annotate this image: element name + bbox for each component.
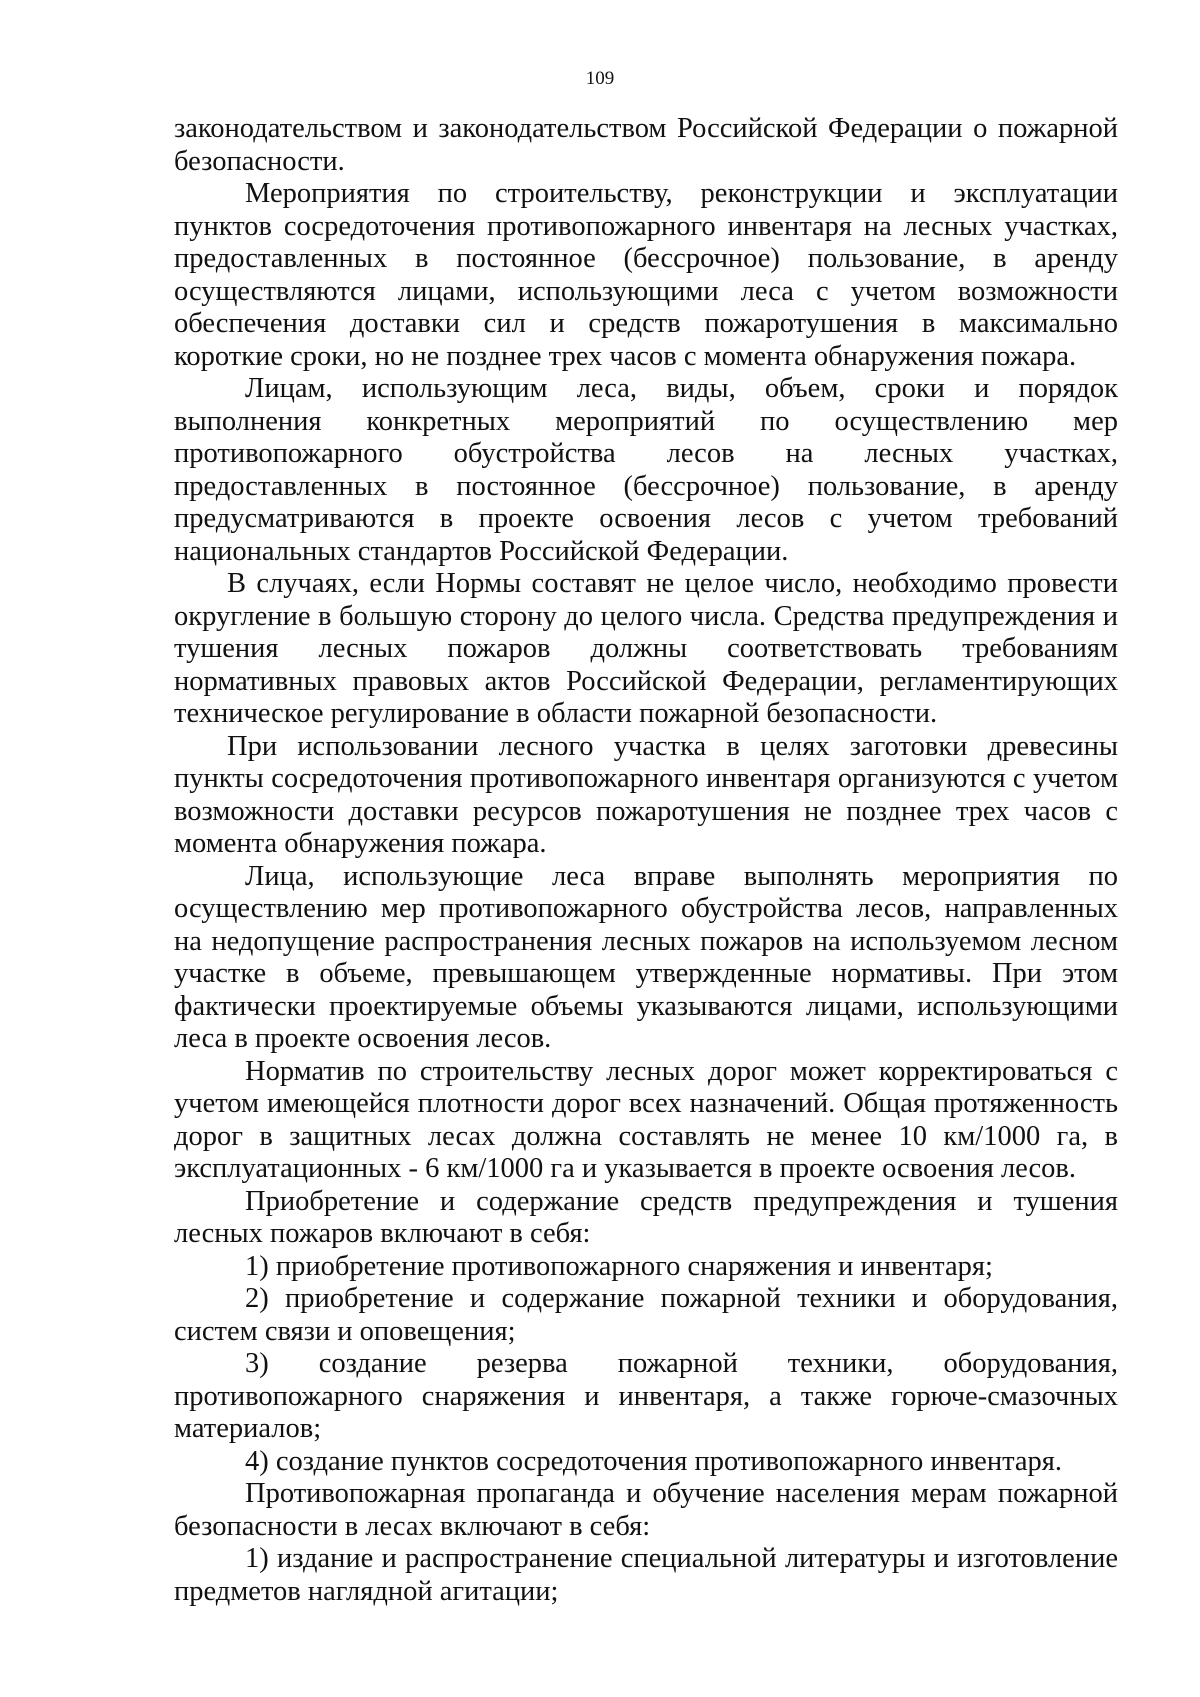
paragraph-exceeding-norms: Лица, использующие леса вправе выполнять мероприятия по осуществлению мер противопожарного обустройства лесов, направленных на недопущение распространения лесных пожаров на используемом лесном участке в объеме, превышающем утвержденные нормативы. При этом фактически проектируемые объемы указываются лицами, использующими леса в проекте освоения лесов. [174,860,1118,1054]
list-item-2: 2) приобретение и содержание пожарной техники и оборудования, систем связи и оповещения; [174,1283,1118,1347]
paragraph-events-construction: Мероприятия по строительству, реконструкции и эксплуатации пунктов сосредоточения противопожарного инвентаря на лесных участках, предоставленных в постоянное (бессрочное) пользование, в аренду осуществляются лицами, использующими леса с учетом возможности обеспечения доставки сил и средств пожаротушения в максимально короткие сроки, но не позднее трех часов с момента обнаружения пожара. [174,178,1118,372]
document-body [174,113,1118,1608]
paragraph-timber-harvesting: При использовании лесного участка в целях заготовки древесины пункты сосредоточения противопожарного инвентаря организуются с учетом возможности доставки ресурсов пожаротушения не позднее трех часов с момента обнаружения пожара. [174,730,1118,859]
paragraph-continuation: законодательством и законодательством Российской Федерации о пожарной безопасности. [174,113,1118,177]
list-item-4: 4) создание пунктов сосредоточения противопожарного инвентаря. [245,1445,1063,1477]
paragraph-forest-roads: Норматив по строительству лесных дорог может корректироваться с учетом имеющейся плотности дорог всех назначений. Общая протяженность дорог в защитных лесах должна составлять не менее 10 км/1000 га, в эксплуатационных - 6 км/1000 га и указывается в проекте освоения лесов. [174,1055,1118,1184]
page-number: 109 [585,68,615,89]
paragraph-rounding-norms: В случаях, если Нормы составят не целое число, необходимо провести округление в большую сторону до целого числа. Средства предупреждения и тушения лесных пожаров должны соответствовать требованиям нормативных правовых актов Российской Федерации, регламентирующих техническое регулирование в области пожарной безопасности. [174,568,1118,729]
paragraph-forest-users: Лицам, использующим леса, виды, объем, сроки и порядок выполнения конкретных мероприятий по осуществлению мер противопожарного обустройства лесов на лесных участках, предоставленных в постоянное (бессрочное) пользование, в аренду предусматриваются в проекте освоения лесов с учетом требований национальных стандартов Российской Федерации. [174,373,1118,567]
paragraph-acquisition-intro: Приобретение и содержание средств предупреждения и тушения лесных пожаров включают в себя: [174,1185,1118,1249]
paragraph-propaganda-intro: Противопожарная пропаганда и обучение населения мерам пожарной безопасности в лесах включают в себя: [174,1478,1118,1542]
list-item-propaganda-1: 1) издание и распространение специальной литературы и изготовление предметов наглядной агитации; [174,1543,1118,1607]
list-item-1: 1) приобретение противопожарного снаряжения и инвентаря; [245,1250,993,1282]
list-item-3: 3) создание резерва пожарной техники, оборудования, противопожарного снаряжения и инвентаря, а также горюче-смазочных материалов; [174,1348,1118,1444]
